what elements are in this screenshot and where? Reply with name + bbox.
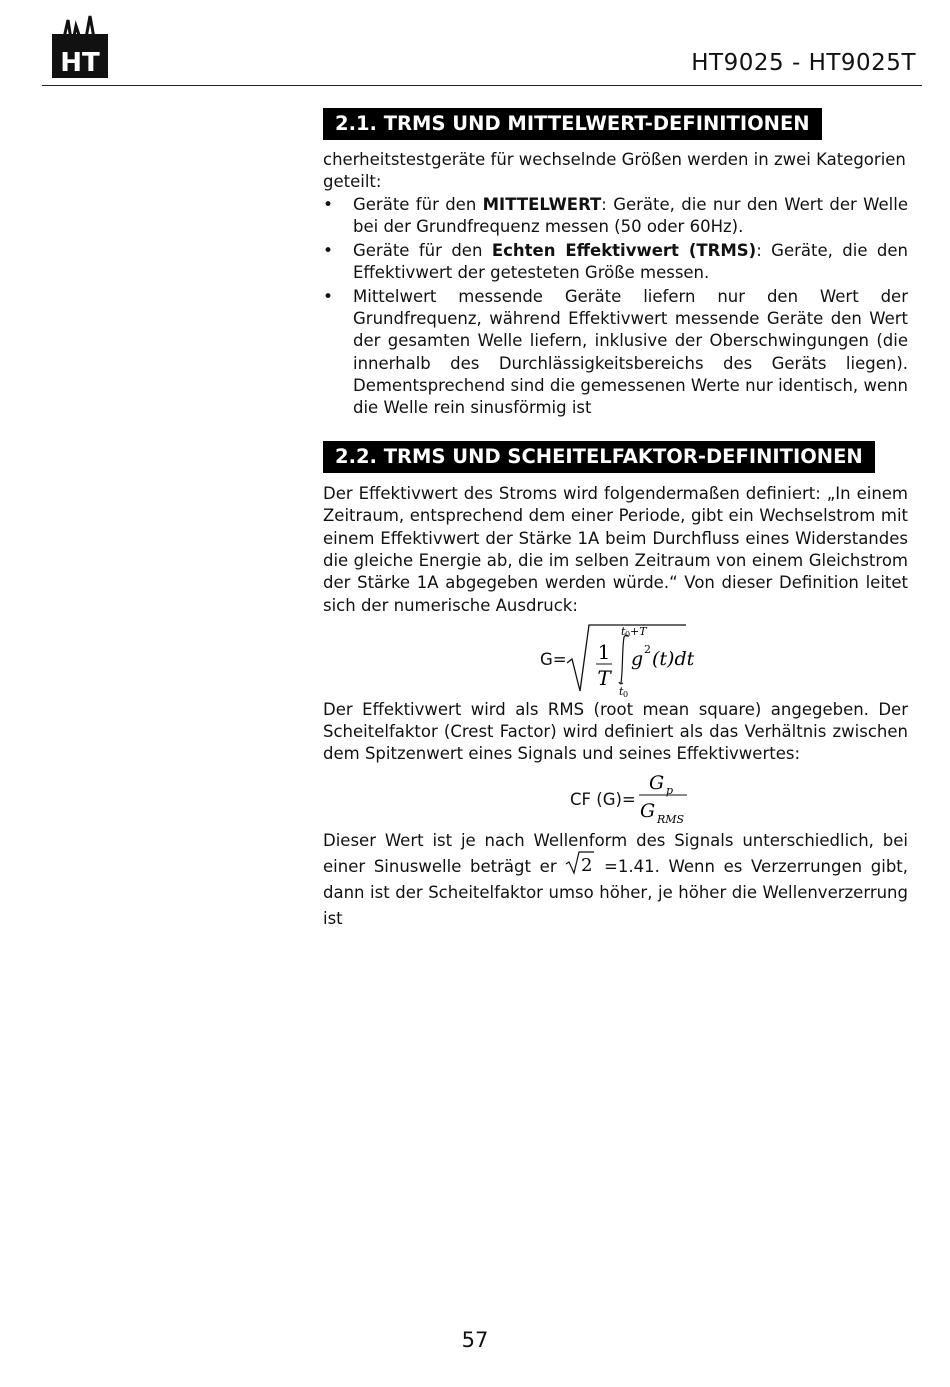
- bullet-post: : Geräte, die den Effektivwert der getesteten Größe messen.: [353, 240, 908, 282]
- list-item: [323, 286, 908, 420]
- rms-definition-paragraph: Der Effektivwert des Stroms wird folgendermaßen definiert: „In einem Zeitraum, entsprechend dem einer Periode, gibt ein Wechselstrom mit einem Effektivwert der Stärke 1A beim Durchfluss eines Widerstandes die gleiche Energie ab, die im selben Zeitraum von einem Gleichstrom der Stärke 1A abgegeben werden würde.“ Von dieser Definition leitet sich der numerische Ausdruck:: [323, 484, 908, 615]
- bullet-pre: Geräte für den: [353, 240, 492, 260]
- ht-logo: [52, 12, 110, 78]
- rms-formula: [323, 619, 908, 697]
- header-divider: [42, 85, 922, 86]
- rms-formula-graphic: [565, 619, 695, 699]
- sqrt-two: [565, 854, 595, 876]
- sqrt-value: 2: [581, 854, 593, 876]
- cf-denominator: G: [640, 799, 656, 822]
- crest-factor-value-paragraph: [323, 828, 908, 932]
- cf-numerator-sub: p: [666, 783, 674, 797]
- lower-limit: t: [619, 684, 624, 698]
- upper-limit-sub: 0: [625, 629, 631, 639]
- logo-text: HT: [60, 48, 100, 78]
- bullet-pre: Geräte für den: [353, 194, 483, 214]
- section-heading-2-2: 2.2. TRMS UND SCHEITELFAKTOR-DEFINITIONEN: [323, 441, 875, 473]
- integrand-exponent: 2: [644, 642, 651, 656]
- list-item: [323, 240, 908, 285]
- bullet-term: MITTELWERT: [482, 194, 602, 214]
- lower-limit-sub: 0: [623, 689, 629, 699]
- integrand: g: [631, 647, 644, 670]
- formula-label: CF (G)=: [570, 789, 636, 809]
- model-name: HT9025 - HT9025T: [691, 50, 916, 76]
- crest-factor-graphic: [637, 768, 693, 828]
- formula-label: G=: [540, 649, 567, 669]
- crest-factor-formula: [323, 768, 908, 828]
- bullet-term: Echten Effektivwert (TRMS): [491, 240, 757, 260]
- fraction-numerator: 1: [597, 639, 611, 664]
- page-number: 57: [461, 1328, 489, 1352]
- cf-numerator: G: [649, 771, 665, 794]
- fraction-denominator: T: [597, 665, 611, 690]
- paragraph-part: Dieser Wert ist je nach Wellenform des Signals unterschiedlich, bei einer Sinuswelle beträgt er: [323, 830, 908, 876]
- section-heading-2-1: 2.1. TRMS UND MITTELWERT-DEFINITIONEN: [323, 108, 822, 140]
- paragraph-part: =1.41. Wenn es Verzerrungen gibt, dann ist der Scheitelfaktor umso höher, je höher die Wellenverzerrung ist: [323, 856, 909, 928]
- crest-factor-paragraph: Der Effektivwert wird als RMS (root mean square) angegeben. Der Scheitelfaktor (Crest Factor) wird definiert als das Verhältnis zwischen dem Spitzenwert eines Signals und seines Effektivwertes:: [323, 699, 908, 764]
- bullet-pre: Mittelwert messende Geräte liefern nur den Wert der Grundfrequenz, während Effektivwert messende Geräte den Wert der gesamten Welle liefern, inklusive der Oberschwingungen (die innerhalb des Durchlässigkeitsbereichs des Geräts liegen). Dementsprechend sind die gemessenen Werte nur identisch, wenn die Welle rein sinusförmig ist: [353, 286, 908, 418]
- bullet-post: : Geräte, die nur den Wert der Welle bei der Grundfrequenz messen (50 oder 60Hz).: [353, 194, 908, 236]
- cf-denominator-sub: RMS: [657, 812, 685, 826]
- definition-list: [323, 194, 908, 420]
- list-item: [323, 194, 908, 239]
- upper-limit-tail: +T: [630, 624, 647, 638]
- integrand-tail: (t)dt: [652, 647, 695, 670]
- page-content: [323, 108, 908, 932]
- section1-intro: cherheitstestgeräte für wechselnde Größen werden in zwei Kategorien geteilt:: [323, 150, 906, 192]
- upper-limit: t: [621, 624, 626, 638]
